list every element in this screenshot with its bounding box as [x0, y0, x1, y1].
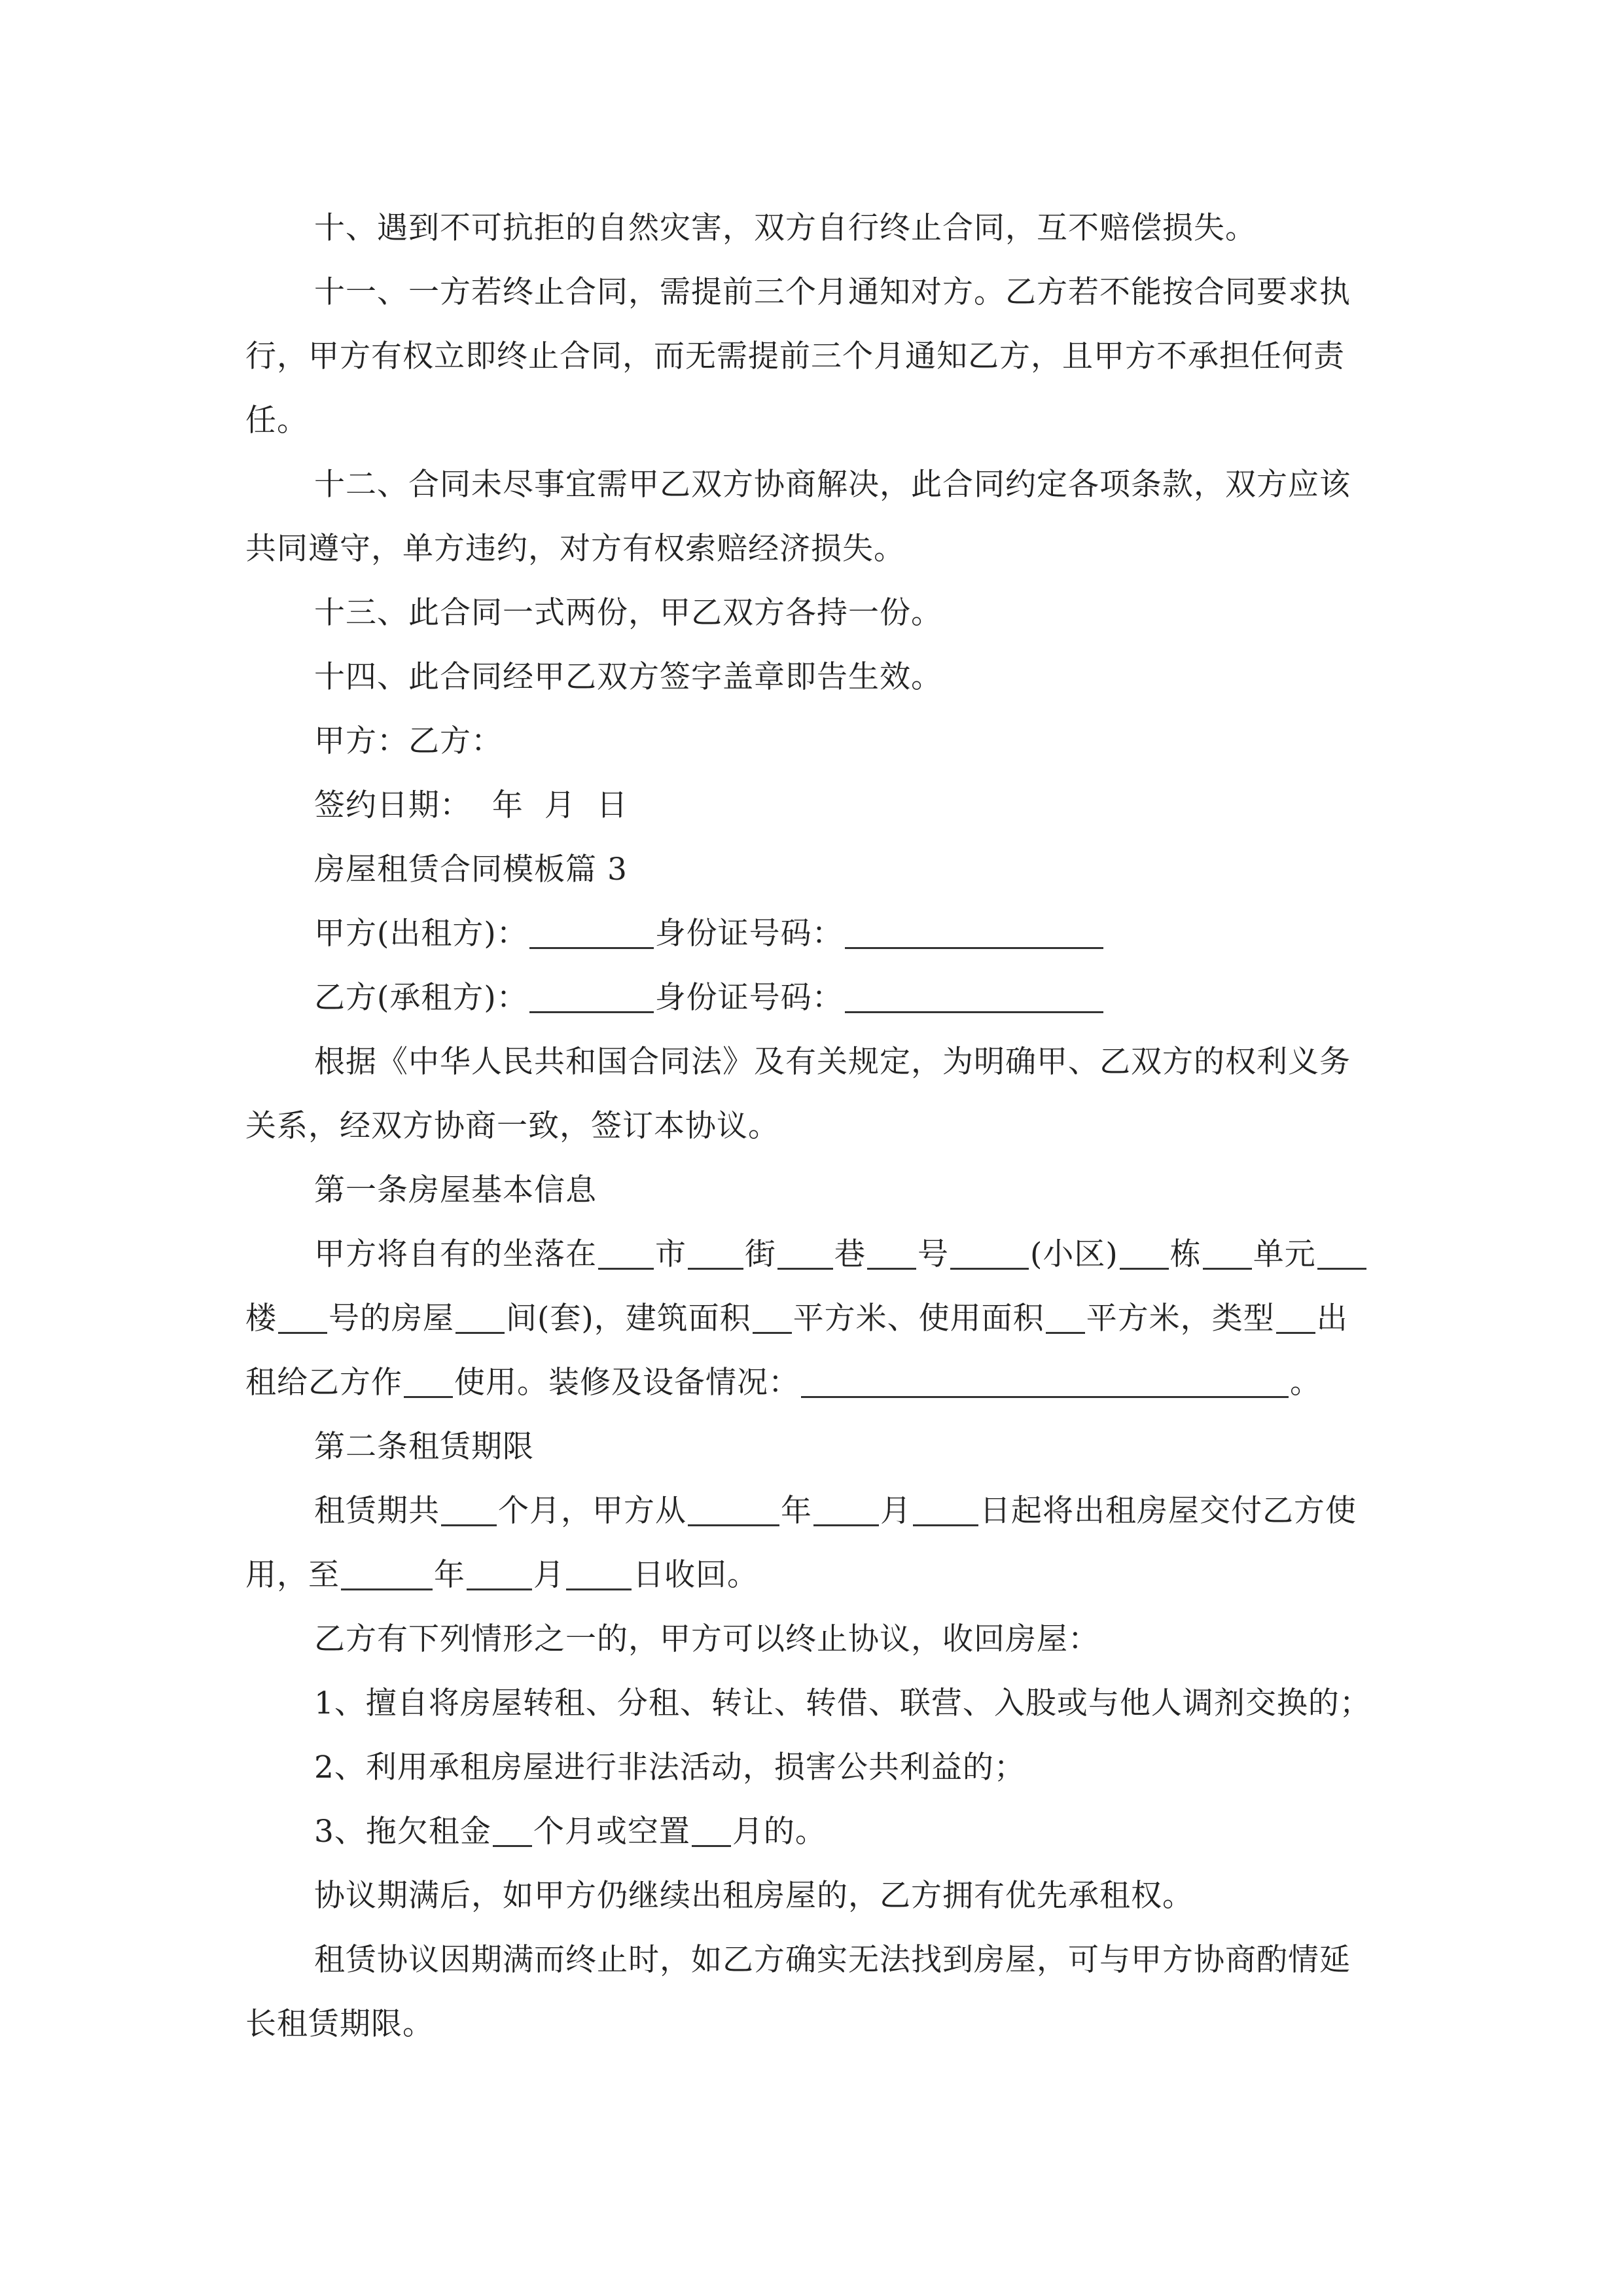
end-year-blank — [341, 1554, 433, 1590]
item3-text-2: 个月或空置 — [533, 1814, 690, 1850]
termination-item-3 — [245, 1800, 1378, 1864]
rooms-blank — [455, 1298, 505, 1334]
art1-text-16: 。 — [1290, 1365, 1321, 1401]
section-title: 房屋租赁合同模板篇 3 — [314, 852, 628, 888]
type-blank — [1276, 1298, 1315, 1334]
article-2-body — [245, 1479, 1378, 1607]
end-month-blank — [467, 1554, 532, 1590]
city-blank — [598, 1234, 654, 1270]
termination-item-1: 1、擅自将房屋转租、分租、转让、转借、联营、入股或与他人调剂交换的； — [314, 1685, 1371, 1721]
unit-blank — [1203, 1234, 1252, 1270]
art2-text-6: 年 — [434, 1557, 465, 1593]
clause-13: 十三、此合同一式两份，甲乙双方各持一份。 — [314, 595, 942, 631]
party-b-line — [245, 966, 1378, 1030]
building-blank — [1120, 1234, 1169, 1270]
art1-text-13: 平方米，类型 — [1086, 1300, 1275, 1336]
art1-text-9: 楼 — [245, 1300, 277, 1336]
start-year-blank — [688, 1490, 779, 1526]
art2-text-1: 租赁期共 — [314, 1493, 440, 1529]
art1-text-1: 甲方将自有的坐落在 — [314, 1236, 597, 1272]
party-b-id-label: 身份证号码： — [654, 980, 844, 1016]
article-1-title: 第一条房屋基本信息 — [314, 1172, 597, 1208]
party-a-line — [245, 902, 1378, 966]
art1-text-5: 号 — [918, 1236, 949, 1272]
art1-text-7: 栋 — [1169, 1236, 1202, 1272]
street-blank — [688, 1234, 743, 1270]
number-blank — [867, 1234, 916, 1270]
art1-text-4: 巷 — [834, 1236, 866, 1272]
art1-text-11: 间(套)，建筑面积 — [506, 1300, 751, 1336]
party-b-label: 乙方(承租方)： — [314, 980, 528, 1016]
article-2-title: 第二条租赁期限 — [314, 1429, 534, 1465]
building-area-blank — [753, 1298, 792, 1334]
art1-text-14: 出租给乙方作 — [245, 1300, 1348, 1401]
start-day-blank — [913, 1490, 978, 1526]
item3-text-1: 3、拖欠租金 — [314, 1814, 491, 1850]
art1-text-8: 单元 — [1253, 1236, 1316, 1272]
art1-text-2: 市 — [655, 1236, 687, 1272]
art1-text-3: 街 — [745, 1236, 776, 1272]
item3-text-3: 月的。 — [732, 1814, 827, 1850]
termination-item-2: 2、利用承租房屋进行非法活动，损害公共利益的； — [314, 1749, 1026, 1785]
start-month-blank — [813, 1490, 879, 1526]
expiry-clause: 协议期满后，如甲方仍继续出租房屋的，乙方拥有优先承租权。 — [314, 1878, 1194, 1914]
party-a-id-blank — [845, 913, 1103, 949]
decoration-blank — [801, 1362, 1289, 1398]
floor-blank — [1317, 1234, 1366, 1270]
usable-area-blank — [1046, 1298, 1085, 1334]
party-b-name-blank — [529, 977, 654, 1013]
end-day-blank — [566, 1554, 632, 1590]
termination-intro: 乙方有下列情形之一的，甲方可以终止协议，收回房屋： — [314, 1621, 1099, 1657]
art2-text-4: 月 — [880, 1493, 912, 1529]
months-blank — [441, 1490, 497, 1526]
vacant-months-blank — [692, 1811, 731, 1847]
arrears-months-blank — [493, 1811, 532, 1847]
document-page — [245, 196, 1378, 2056]
art1-text-10: 号的房屋 — [329, 1300, 454, 1336]
art2-text-5: 日起将出租房屋交付乙方使用，至 — [245, 1493, 1357, 1593]
art2-text-2: 个月，甲方从 — [498, 1493, 687, 1529]
sign-date-line: 签约日期： 年 月 日 — [314, 787, 628, 823]
usage-blank — [404, 1362, 453, 1398]
community-blank — [950, 1234, 1029, 1270]
clause-11: 十一、一方若终止合同，需提前三个月通知对方。乙方若不能按合同要求执行，甲方有权立即终止合同，而无需提前三个月通知乙方，且甲方不承担任何责任。 — [245, 274, 1351, 439]
party-a-id-label: 身份证号码： — [654, 916, 844, 952]
art1-text-12: 平方米、使用面积 — [793, 1300, 1044, 1336]
art2-text-8: 日收回。 — [633, 1557, 758, 1593]
art2-text-3: 年 — [781, 1493, 812, 1529]
article-1-body — [245, 1223, 1378, 1415]
party-b-id-blank — [845, 977, 1103, 1013]
party-a-name-blank — [529, 913, 654, 949]
clause-12: 十二、合同未尽事宜需甲乙双方协商解决，此合同约定各项条款，双方应该共同遵守，单方违约，对方有权索赔经济损失。 — [245, 467, 1351, 567]
clause-14: 十四、此合同经甲乙双方签字盖章即告生效。 — [314, 659, 942, 695]
lane-blank — [777, 1234, 833, 1270]
party-a-label: 甲方(出租方)： — [314, 916, 528, 952]
art2-text-7: 月 — [533, 1557, 565, 1593]
room-number-blank — [278, 1298, 327, 1334]
art1-text-6: (小区) — [1030, 1236, 1118, 1272]
parties-signature-line: 甲方：乙方： — [314, 723, 503, 759]
extension-clause: 租赁协议因期满而终止时，如乙方确实无法找到房屋，可与甲方协商酌情延长租赁期限。 — [245, 1942, 1351, 2042]
art1-text-15: 使用。装修及设备情况： — [454, 1365, 800, 1401]
preamble: 根据《中华人民共和国合同法》及有关规定，为明确甲、乙双方的权利义务关系，经双方协商一致，签订本协议。 — [245, 1044, 1351, 1144]
clause-10: 十、遇到不可抗拒的自然灾害，双方自行终止合同，互不赔偿损失。 — [314, 210, 1257, 246]
